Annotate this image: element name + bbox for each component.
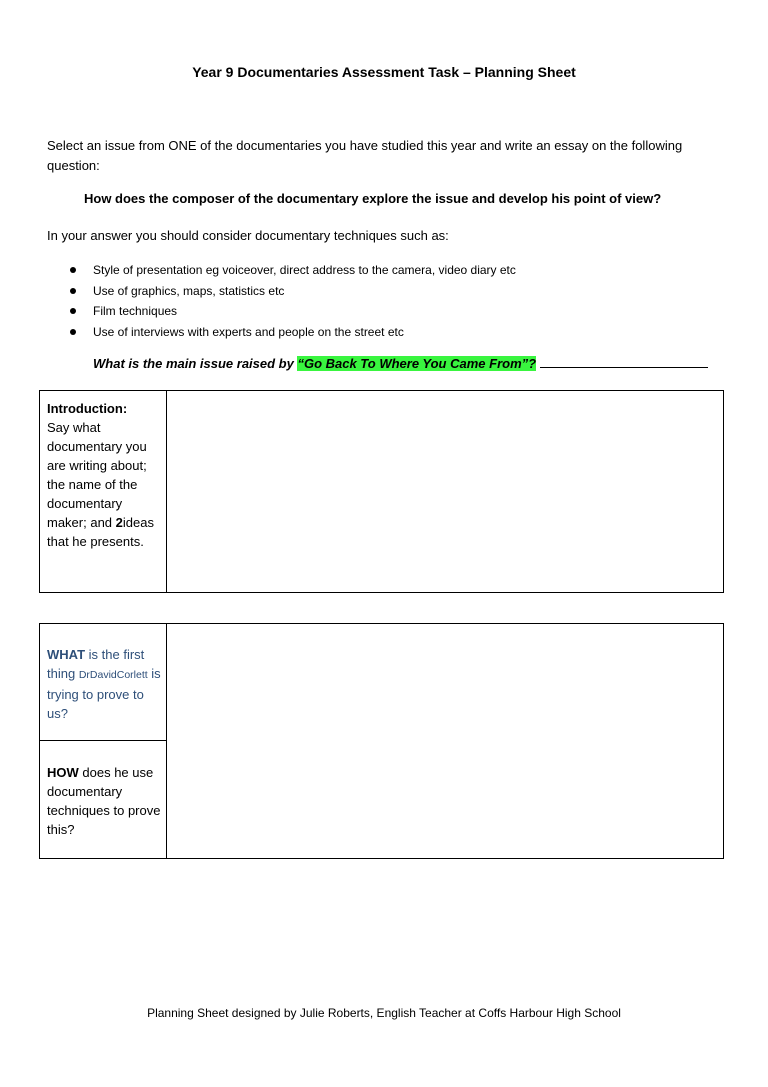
list-item: Use of graphics, maps, statistics etc [60, 281, 516, 302]
main-issue-label: What is the main issue raised by [93, 356, 298, 371]
page-title: Year 9 Documentaries Assessment Task – Planning Sheet [192, 64, 576, 80]
introduction-box [39, 390, 724, 593]
documentary-title: “Go Back To Where You Came From”? [297, 356, 537, 371]
bullet-icon [70, 267, 76, 273]
bullet-icon [70, 308, 76, 314]
list-item: Use of interviews with experts and people on the street etc [60, 322, 516, 343]
instructions-text: Select an issue from ONE of the documentaries you have studied this year and write an essay on the following question: [47, 138, 683, 173]
techniques-list [60, 260, 516, 342]
bullet-icon [70, 288, 76, 294]
list-item: Film techniques [60, 301, 516, 322]
what-how-box [39, 623, 724, 859]
footer-credit: Planning Sheet designed by Julie Roberts, English Teacher at Coffs Harbour High School [147, 1006, 621, 1020]
how-label: HOW does he use documentary techniques to prove this? [47, 765, 161, 837]
introduction-label: Introduction: Say what documentary you are writing about; the name of the documentary maker; and 2ideas that he presents. [47, 401, 154, 549]
row-divider [40, 740, 167, 741]
essay-question: How does the composer of the documentary explore the issue and develop his point of view? [84, 191, 662, 206]
answer-line[interactable] [540, 357, 708, 368]
introduction-answer-area[interactable] [167, 391, 723, 592]
documentary-maker-name: DrDavidCorlett [78, 669, 148, 681]
list-item: Style of presentation eg voiceover, direct address to the camera, video diary etc [60, 260, 516, 281]
techniques-intro: In your answer you should consider documentary techniques such as: [47, 228, 449, 243]
main-issue-prompt [93, 356, 708, 371]
what-how-answer-area[interactable] [167, 624, 723, 858]
introduction-heading: Introduction: [47, 401, 128, 416]
bullet-icon [70, 329, 76, 335]
what-label: WHAT is the first thing DrDavidCorlett is trying to prove to us? [47, 647, 161, 721]
